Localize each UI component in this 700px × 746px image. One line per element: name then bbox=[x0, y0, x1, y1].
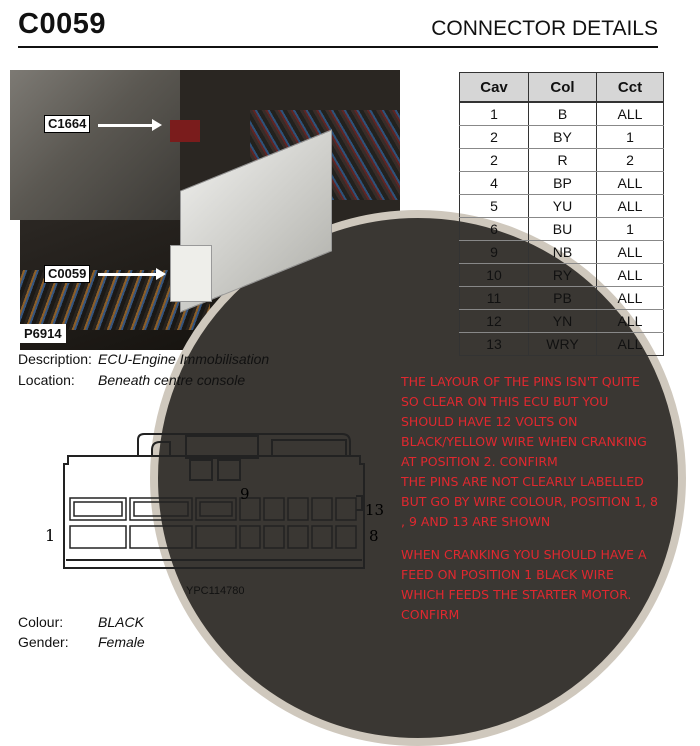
cav-cell: 4 bbox=[460, 172, 529, 195]
gender-value: Female bbox=[98, 634, 145, 650]
table-row bbox=[460, 195, 664, 218]
table-row bbox=[460, 287, 664, 310]
part-number: YPC114780 bbox=[186, 585, 245, 597]
pin-label-9: 9 bbox=[240, 485, 250, 503]
col-cell: PB bbox=[529, 287, 597, 310]
col-cell: R bbox=[529, 149, 597, 172]
cct-cell: ALL bbox=[597, 195, 664, 218]
col-cell: YN bbox=[529, 310, 597, 333]
pin-label-13: 13 bbox=[365, 501, 385, 519]
location-value: Beneath centre console bbox=[98, 372, 246, 388]
gender-label: Gender: bbox=[18, 634, 69, 650]
colour-row bbox=[18, 614, 144, 630]
table-row bbox=[460, 102, 664, 126]
gender-row bbox=[18, 634, 145, 650]
col-cell: BY bbox=[529, 126, 597, 149]
cavity-table bbox=[459, 72, 664, 356]
cct-cell: 1 bbox=[597, 218, 664, 241]
table-row bbox=[460, 333, 664, 356]
col-header-cct: Cct bbox=[597, 73, 664, 103]
photo-ref: P6914 bbox=[20, 324, 66, 343]
description-value: ECU-Engine Immobilisation bbox=[98, 351, 270, 367]
photo-label-c1664: C1664 bbox=[44, 115, 90, 133]
col-header-col: Col bbox=[529, 73, 597, 103]
col-cell: RY bbox=[529, 264, 597, 287]
table-row bbox=[460, 264, 664, 287]
annotation-note-2: WHEN CRANKING YOU SHOULD HAVE A FEED ON POSITION 1 BLACK WIRE WHICH FEEDS THE STARTER MOTOR. CONFIRM bbox=[401, 547, 647, 622]
cav-cell: 13 bbox=[460, 333, 529, 356]
col-header-cav: Cav bbox=[460, 73, 529, 103]
description-row bbox=[18, 351, 269, 367]
photo-label-c0059: C0059 bbox=[44, 265, 90, 283]
table-row bbox=[460, 149, 664, 172]
cct-cell: ALL bbox=[597, 333, 664, 356]
colour-label: Colour: bbox=[18, 614, 64, 630]
annotation-note-1: THE LAYOUR OF THE PINS ISN'T QUITE SO CLEAR ON THIS ECU BUT YOU SHOULD HAVE 12 VOLTS ON BLACK/YELLOW WIRE WHEN CRANKING AT POSITION 2. CONFIRM THE PINS ARE NOT CLEARLY LABELLED BUT GO BY WIRE COLOUR, POSITION 1, 8 , 9 AND 13 ARE SHOWN bbox=[401, 374, 658, 529]
col-cell: NB bbox=[529, 241, 597, 264]
colour-value: BLACK bbox=[98, 614, 144, 630]
cav-cell: 1 bbox=[460, 102, 529, 126]
table-row bbox=[460, 310, 664, 333]
arrow-c1664 bbox=[98, 124, 154, 127]
cct-cell: ALL bbox=[597, 102, 664, 126]
col-cell: BU bbox=[529, 218, 597, 241]
cct-cell: 2 bbox=[597, 149, 664, 172]
col-cell: YU bbox=[529, 195, 597, 218]
cct-cell: ALL bbox=[597, 287, 664, 310]
cav-cell: 2 bbox=[460, 126, 529, 149]
col-cell: WRY bbox=[529, 333, 597, 356]
cav-cell: 5 bbox=[460, 195, 529, 218]
description-label: Description: bbox=[18, 351, 92, 367]
page-heading: CONNECTOR DETAILS bbox=[431, 17, 658, 40]
cct-cell: ALL bbox=[597, 172, 664, 195]
header-rule bbox=[18, 46, 658, 48]
cav-cell: 11 bbox=[460, 287, 529, 310]
table-row bbox=[460, 172, 664, 195]
cct-cell: ALL bbox=[597, 310, 664, 333]
cav-cell: 2 bbox=[460, 149, 529, 172]
cav-cell: 10 bbox=[460, 264, 529, 287]
c0059-plug bbox=[170, 245, 212, 302]
table-row bbox=[460, 126, 664, 149]
connector-photo bbox=[20, 70, 400, 343]
cav-cell: 12 bbox=[460, 310, 529, 333]
pin-label-1: 1 bbox=[45, 526, 56, 545]
pinout-diagram bbox=[40, 428, 385, 578]
col-cell: B bbox=[529, 102, 597, 126]
connector-code: C0059 bbox=[18, 8, 106, 40]
col-cell: BP bbox=[529, 172, 597, 195]
cct-cell: ALL bbox=[597, 264, 664, 287]
pin-label-8: 8 bbox=[369, 527, 379, 545]
cct-cell: 1 bbox=[597, 126, 664, 149]
location-label: Location: bbox=[18, 372, 75, 388]
arrow-c0059 bbox=[98, 273, 158, 276]
table-row bbox=[460, 218, 664, 241]
location-row bbox=[18, 372, 245, 388]
cav-cell: 9 bbox=[460, 241, 529, 264]
cct-cell: ALL bbox=[597, 241, 664, 264]
cav-cell: 6 bbox=[460, 218, 529, 241]
table-row bbox=[460, 241, 664, 264]
